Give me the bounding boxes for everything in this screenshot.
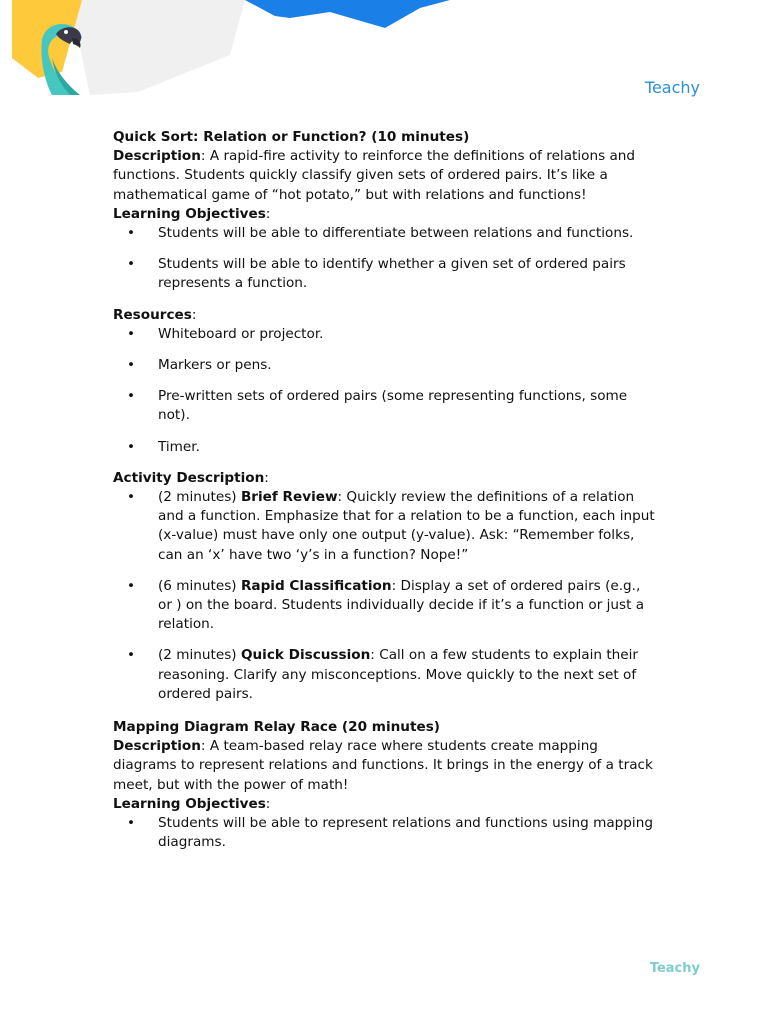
list-item: • Whiteboard or projector. (113, 325, 658, 344)
objectives-list (113, 814, 658, 852)
section2-title: Mapping Diagram Relay Race (20 minutes) (113, 719, 440, 736)
bullet-icon: • (127, 647, 136, 664)
objectives-heading: Learning Objectives: (113, 795, 271, 812)
section2-description (113, 737, 658, 795)
list-item: • Pre-written sets of ordered pairs (some representing functions, some not). (127, 388, 628, 424)
gray-shape (70, 0, 245, 95)
bullet-icon: • (127, 489, 136, 506)
description-label: Description (113, 738, 201, 755)
description-label: Description (113, 148, 201, 165)
bullet-icon: • (127, 256, 136, 273)
description-text: : A team-based relay race where students create mapping diagrams to represent relations and functions. It brings in the energy of a track meet, but with the power of math! (113, 738, 653, 793)
section1-description (113, 147, 658, 205)
list-item: • Students will be able to represent relations and functions using mapping diagrams. (127, 815, 653, 851)
activity-heading: Activity Description: (113, 469, 269, 486)
list-item: • Timer. (113, 438, 658, 457)
activity-list (113, 488, 658, 704)
list-item: • (2 minutes) Brief Review: Quickly review the definitions of a relation and a function. Emphasize that for a relation to be a function, each input (x-value) must have only one output (y-value). Ask: “Remember folks, can an ‘x’ have two ‘y’s in a function? Nope!” (127, 489, 655, 563)
objectives-heading: Learning Objectives: (113, 205, 271, 222)
bullet-icon: • (127, 388, 136, 405)
list-item: • Students will be able to differentiate between relations and functions. (113, 224, 658, 243)
objectives-list (113, 224, 658, 294)
lesson-content (113, 128, 658, 865)
description-text: : A rapid-fire activity to reinforce the definitions of relations and functions. Students quickly classify given sets of ordered pairs. It’s like a mathematical game of “hot potato,” but with relations and functions! (113, 148, 636, 203)
brand-footer: Teachy (649, 961, 700, 976)
section1-title: Quick Sort: Relation or Function? (10 minutes) (113, 129, 470, 145)
bullet-icon: • (127, 815, 136, 832)
brand-header: Teachy (644, 78, 700, 97)
blue-shape (245, 0, 450, 28)
bullet-icon: • (127, 225, 136, 242)
list-item: • (6 minutes) Rapid Classification: Display a set of ordered pairs (e.g., or ) on the board. Students individually decide if it’s a function or just a relation. (127, 577, 645, 633)
bullet-icon: • (127, 325, 136, 342)
resources-list (113, 325, 658, 457)
list-item: • Students will be able to identify whether a given set of ordered pairs represents a function. (127, 256, 626, 292)
resources-heading: Resources: (113, 306, 197, 323)
bullet-icon: • (127, 577, 136, 594)
bullet-icon: • (127, 438, 136, 455)
list-item: • (2 minutes) Quick Discussion: Call on a few students to explain their reasoning. Clarify any misconceptions. Move quickly to the next set of ordered pairs. (127, 647, 639, 702)
bullet-icon: • (127, 357, 136, 374)
list-item: • Markers or pens. (113, 356, 658, 375)
